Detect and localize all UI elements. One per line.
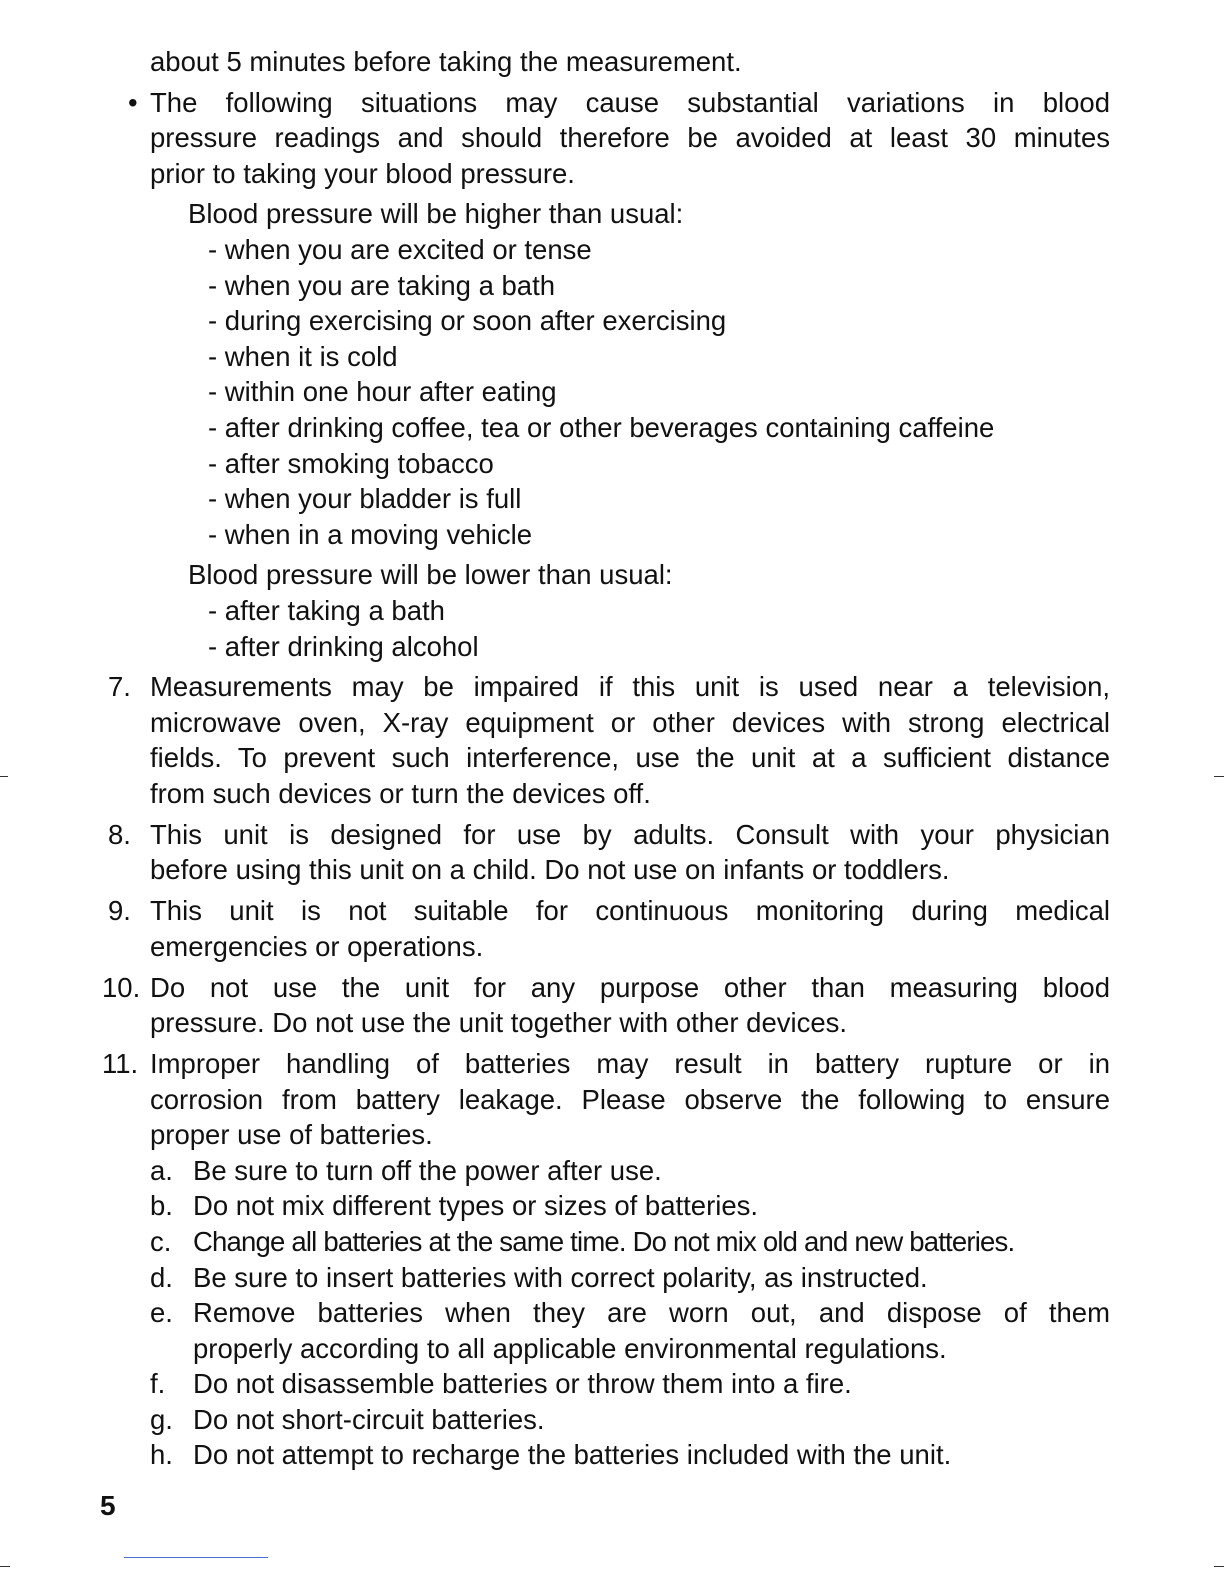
higher-item: - after drinking coffee, tea or other beverages containing caffeine	[208, 412, 995, 443]
higher-item: - after smoking tobacco	[208, 448, 494, 479]
right-crop-mark	[1214, 776, 1224, 777]
item-number: 7.	[108, 671, 131, 702]
higher-item: - within one hour after eating	[208, 376, 557, 407]
battery-item-letter: h.	[150, 1439, 173, 1470]
battery-item-line: Do not attempt to recharge the batteries included with the unit.	[193, 1439, 952, 1470]
left-crop-mark	[0, 776, 8, 777]
higher-item: - during exercising or soon after exercising	[208, 305, 727, 336]
bottom-right-crop-mark	[1214, 1566, 1224, 1567]
lower-heading: Blood pressure will be lower than usual:	[188, 559, 673, 590]
bullet-line: prior to taking your blood pressure.	[150, 158, 575, 189]
bullet-line: pressure readings and should therefore be avoided at least 30 minutes	[150, 122, 1110, 153]
battery-item-letter: a.	[150, 1155, 173, 1186]
item-7-line: from such devices or turn the devices off.	[150, 778, 651, 809]
bullet-line: The following situations may cause substantial variations in blood	[150, 87, 1110, 118]
battery-item-line: Be sure to turn off the power after use.	[193, 1155, 662, 1186]
item-9-line: This unit is not suitable for continuous monitoring during medical	[150, 895, 1110, 926]
battery-item-letter: c.	[150, 1226, 172, 1257]
item-7-line: Measurements may be impaired if this unit is used near a television,	[150, 671, 1110, 702]
higher-item: - when you are taking a bath	[208, 270, 556, 301]
item-8-line: before using this unit on a child. Do not use on infants or toddlers.	[150, 854, 950, 885]
lower-item: - after taking a bath	[208, 595, 445, 626]
battery-item-letter: g.	[150, 1404, 173, 1435]
battery-item-letter: e.	[150, 1297, 173, 1328]
battery-item-line: Do not short-circuit batteries.	[193, 1404, 545, 1435]
battery-item-line: Be sure to insert batteries with correct polarity, as instructed.	[193, 1262, 928, 1293]
higher-heading: Blood pressure will be higher than usual:	[188, 198, 684, 229]
item-8-line: This unit is designed for use by adults. Consult with your physician	[150, 819, 1110, 850]
item-number: 8.	[108, 819, 131, 850]
lower-item: - after drinking alcohol	[208, 631, 479, 662]
intro-line: about 5 minutes before taking the measurement.	[150, 46, 742, 77]
item-7-line: fields. To prevent such interference, use the unit at a sufficient distance	[150, 742, 1110, 773]
battery-item-line: Change all batteries at the same time. Do not mix old and new batteries.	[193, 1226, 1015, 1257]
battery-item-line: Do not mix different types or sizes of batteries.	[193, 1190, 759, 1221]
bullet-marker: •	[128, 87, 138, 118]
battery-item-letter: b.	[150, 1190, 173, 1221]
item-11-line: corrosion from battery leakage. Please observe the following to ensure	[150, 1084, 1110, 1115]
item-11-line: Improper handling of batteries may result in battery rupture or in	[150, 1048, 1110, 1079]
item-11-line: proper use of batteries.	[150, 1119, 433, 1150]
item-9-line: emergencies or operations.	[150, 931, 484, 962]
higher-item: - when in a moving vehicle	[208, 519, 533, 550]
bottom-left-crop-mark	[0, 1566, 10, 1567]
battery-item-line: properly according to all applicable environmental regulations.	[193, 1333, 947, 1364]
item-number: 9.	[108, 895, 131, 926]
item-number: 11.	[102, 1048, 139, 1079]
item-7-line: microwave oven, X-ray equipment or other devices with strong electrical	[150, 707, 1110, 738]
higher-item: - when your bladder is full	[208, 483, 522, 514]
item-10-line: pressure. Do not use the unit together with other devices.	[150, 1007, 848, 1038]
battery-item-line: Do not disassemble batteries or throw them into a fire.	[193, 1368, 852, 1399]
battery-item-letter: f.	[150, 1368, 166, 1399]
battery-item-line: Remove batteries when they are worn out, and dispose of them	[193, 1297, 1110, 1328]
battery-item-letter: d.	[150, 1262, 173, 1293]
footer-rule	[124, 1557, 268, 1558]
item-number: 10.	[102, 972, 141, 1003]
higher-item: - when you are excited or tense	[208, 234, 592, 265]
higher-item: - when it is cold	[208, 341, 398, 372]
item-10-line: Do not use the unit for any purpose other than measuring blood	[150, 972, 1110, 1003]
page-number: 5	[100, 1490, 116, 1521]
